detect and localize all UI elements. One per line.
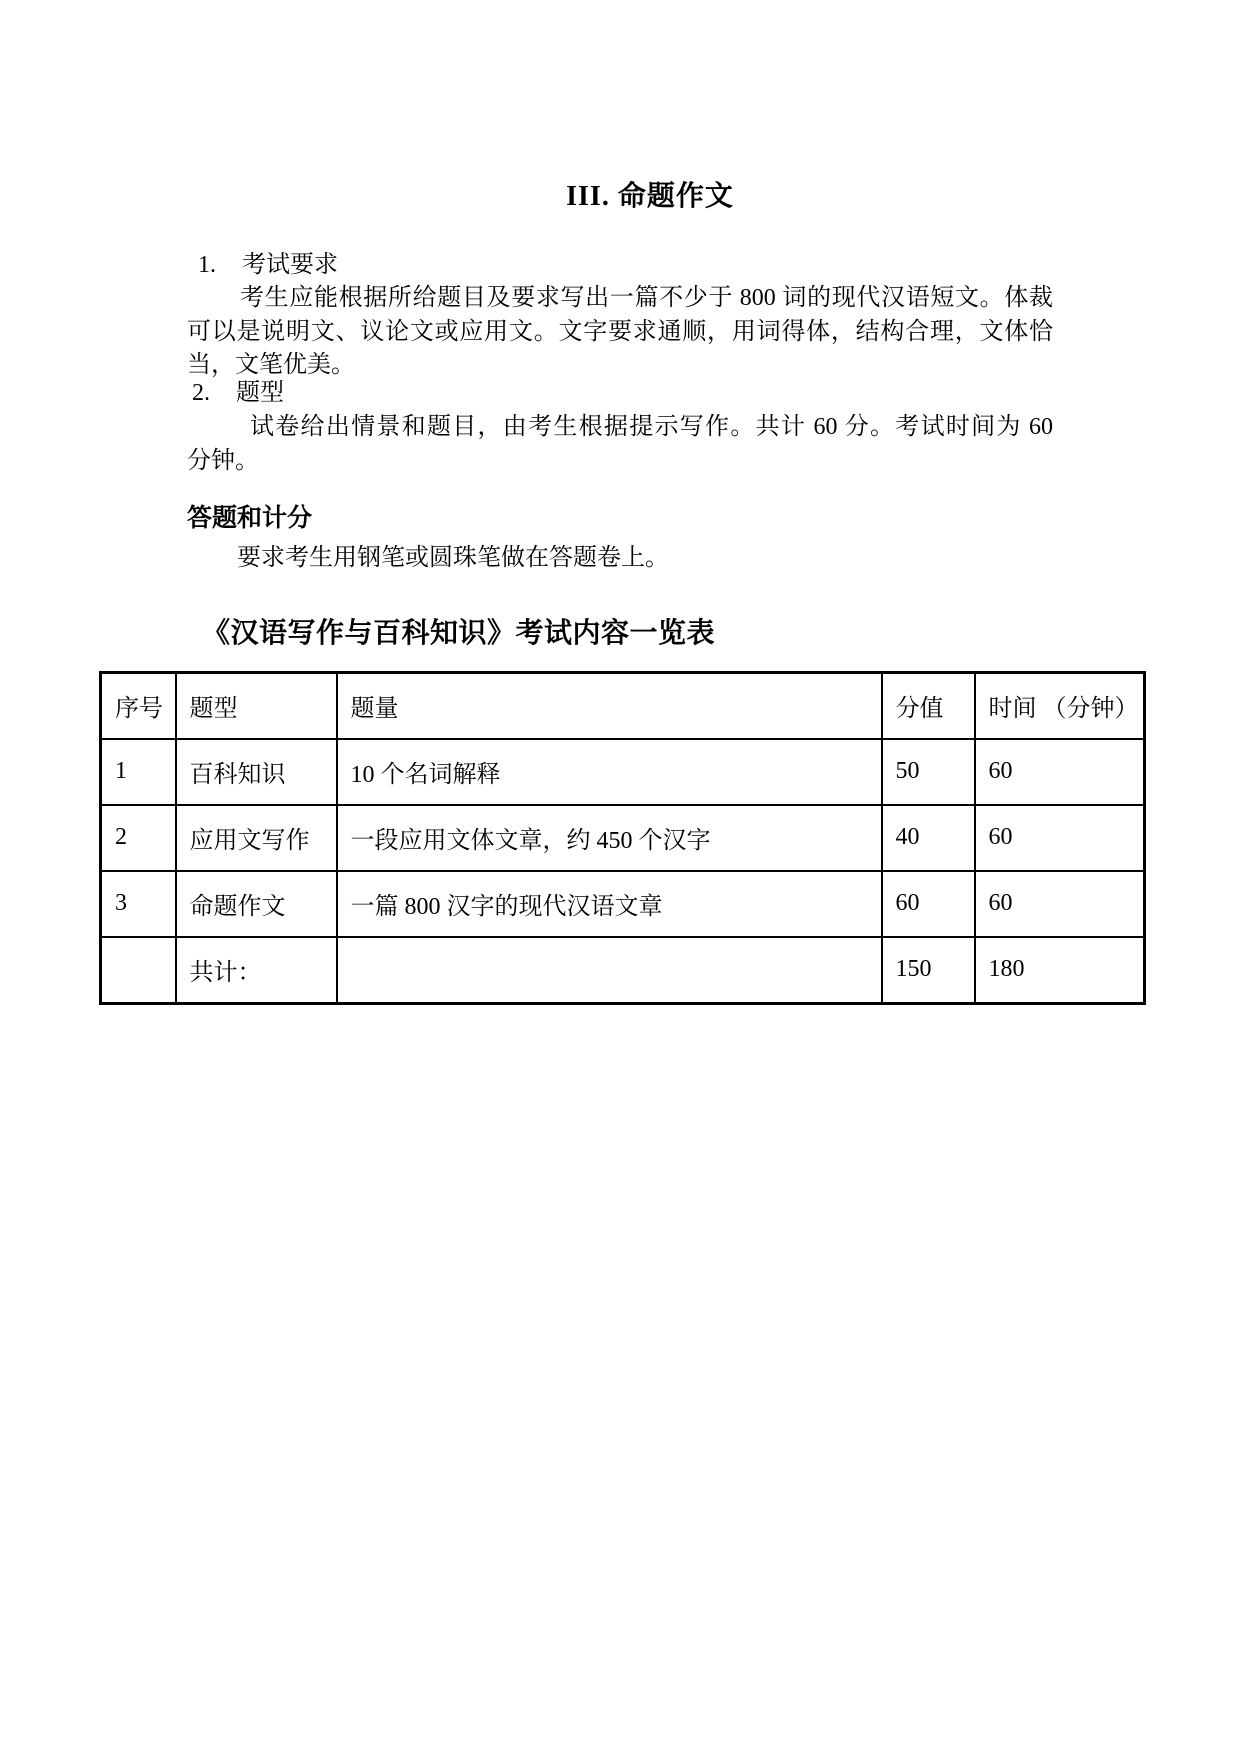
paragraph-answering-scoring bbox=[187, 542, 1053, 576]
table-cell: 3 bbox=[101, 871, 176, 937]
table-cell: 命题作文 bbox=[176, 871, 337, 937]
table-row bbox=[101, 871, 1145, 937]
table-row-total bbox=[101, 937, 1145, 1004]
paragraph-exam-requirements bbox=[187, 282, 1053, 383]
table-header-cell: 序号 bbox=[101, 673, 176, 739]
table-cell bbox=[337, 937, 882, 1004]
table-cell: 10 个名词解释 bbox=[337, 739, 882, 805]
section-heading-answering-scoring: 答题和计分 bbox=[187, 505, 313, 532]
list-heading: 考试要求 bbox=[242, 252, 338, 278]
table-cell: 2 bbox=[101, 805, 176, 871]
exam-content-table-title: 《汉语写作与百科知识》考试内容一览表 bbox=[202, 618, 716, 649]
table-cell: 40 bbox=[882, 805, 975, 871]
table-cell: 1 bbox=[101, 739, 176, 805]
list-item-exam-requirements bbox=[187, 251, 1053, 279]
document-title: III. 命题作文 bbox=[566, 181, 734, 212]
text-line: 可以是说明文、议论文或应用文。文字要求通顺，用词得体，结构合理，文体恰 bbox=[187, 318, 1053, 345]
table-cell: 180 bbox=[975, 937, 1145, 1004]
table-row bbox=[101, 805, 1145, 871]
table-cell: 60 bbox=[882, 871, 975, 937]
table-cell: 共计： bbox=[176, 937, 337, 1004]
table-cell: 60 bbox=[975, 871, 1145, 937]
table-header-cell: 时间 （分钟） bbox=[975, 673, 1145, 739]
table-cell: 60 bbox=[975, 805, 1145, 871]
list-heading: 题型 bbox=[236, 380, 284, 406]
text-line: 试卷给出情景和题目，由考生根据提示写作。共计 60 分。考试时间为 60 bbox=[250, 414, 1053, 440]
list-number: 2. bbox=[192, 380, 210, 406]
table-cell bbox=[101, 937, 176, 1004]
text-line: 考生应能根据所给题目及要求写出一篇不少于 800 词的现代汉语短文。体裁 bbox=[240, 285, 1053, 311]
table-cell: 50 bbox=[882, 739, 975, 805]
table-row bbox=[101, 739, 1145, 805]
text-line: 分钟。 bbox=[187, 447, 259, 474]
table-header-cell: 题量 bbox=[337, 673, 882, 739]
table-cell: 应用文写作 bbox=[176, 805, 337, 871]
table-header-cell: 分值 bbox=[882, 673, 975, 739]
table-cell: 150 bbox=[882, 937, 975, 1004]
table-header-cell: 题型 bbox=[176, 673, 337, 739]
table-cell: 一段应用文体文章，约 450 个汉字 bbox=[337, 805, 882, 871]
list-item-question-type bbox=[187, 379, 1053, 407]
list-number: 1. bbox=[198, 252, 216, 278]
text-line: 要求考生用钢笔或圆珠笔做在答题卷上。 bbox=[237, 545, 669, 571]
table-cell: 一篇 800 汉字的现代汉语文章 bbox=[337, 871, 882, 937]
text-line: 当，文笔优美。 bbox=[187, 352, 355, 378]
exam-content-table bbox=[99, 671, 1146, 1005]
table-header-row bbox=[101, 673, 1145, 739]
table-cell: 百科知识 bbox=[176, 739, 337, 805]
paragraph-question-type bbox=[187, 411, 1053, 478]
table-cell: 60 bbox=[975, 739, 1145, 805]
